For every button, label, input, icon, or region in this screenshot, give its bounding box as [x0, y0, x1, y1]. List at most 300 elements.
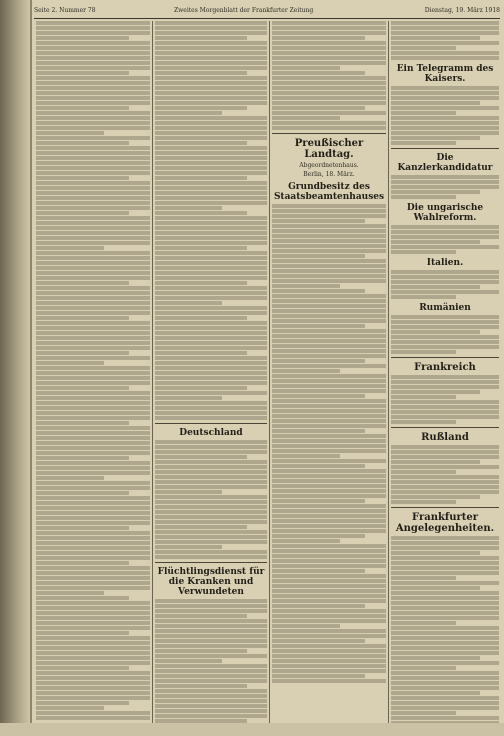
section-heading-frankreich: Frankreich: [414, 362, 476, 373]
text-line: [272, 26, 386, 30]
text-line: [272, 429, 365, 433]
text-line: [36, 236, 150, 240]
section-heading-landtag: Preußischer Landtag.: [294, 138, 364, 160]
text-line: [155, 26, 267, 30]
text-line: [391, 185, 499, 189]
text-line: [272, 76, 386, 80]
text-line: [155, 276, 267, 280]
text-line: [155, 261, 267, 265]
text-line: [391, 395, 456, 399]
text-line: [272, 569, 365, 573]
text-line: [272, 629, 386, 633]
text-line: [36, 611, 150, 615]
text-line: [391, 340, 499, 344]
text-line: [272, 21, 386, 25]
text-line: [155, 336, 267, 340]
text-line: [36, 446, 150, 450]
text-line: [36, 701, 129, 705]
text-line: [391, 415, 499, 419]
text-line: [36, 171, 150, 175]
text-line: [155, 66, 267, 70]
section-heading-deutschland: Deutschland: [179, 428, 243, 438]
text-line: [391, 500, 456, 504]
text-line: [391, 566, 499, 570]
text-line: [155, 126, 267, 130]
text-line: [36, 106, 129, 110]
text-line: [391, 460, 480, 464]
text-line: [36, 716, 150, 720]
text-line: [36, 626, 150, 630]
text-line: [155, 251, 267, 255]
text-line: [155, 356, 267, 360]
text-line: [36, 321, 150, 325]
text-line: [36, 261, 150, 265]
text-line: [272, 274, 386, 278]
text-line: [155, 525, 247, 529]
column-1: [36, 21, 150, 723]
section-rule: [155, 562, 267, 563]
text-line: [272, 404, 386, 408]
text-line: [155, 649, 247, 653]
text-line: [155, 411, 267, 415]
binding-edge: [30, 0, 32, 736]
text-line: [391, 190, 480, 194]
text-line: [272, 434, 386, 438]
text-line: [155, 271, 267, 275]
text-line: [155, 156, 267, 160]
text-line: [155, 361, 267, 365]
text-line: [272, 61, 386, 65]
header-rule: [34, 18, 500, 19]
text-line: [391, 41, 499, 45]
text-line: [272, 289, 365, 293]
text-line: [391, 106, 499, 110]
text-line: [155, 131, 267, 135]
text-line: [391, 290, 499, 294]
text-line: [36, 376, 150, 380]
text-line: [391, 245, 499, 249]
text-line: [155, 216, 267, 220]
text-line: [272, 399, 386, 403]
text-line: [155, 455, 247, 459]
text-line: [36, 386, 129, 390]
text-line: [36, 711, 150, 715]
text-line: [391, 121, 499, 125]
text-line: [36, 621, 150, 625]
text-line: [36, 131, 104, 135]
text-line: [272, 449, 386, 453]
text-line: [36, 301, 150, 305]
text-line: [272, 524, 386, 528]
text-line: [391, 691, 480, 695]
text-line: [391, 676, 499, 680]
text-line: [391, 586, 480, 590]
text-line: [36, 511, 150, 515]
column-4: [391, 21, 499, 723]
text-line: [36, 656, 150, 660]
text-line: [155, 639, 267, 643]
text-line: [36, 496, 150, 500]
text-line: [272, 329, 386, 333]
text-line: [36, 116, 150, 120]
text-line: [272, 264, 386, 268]
text-line: [36, 471, 150, 475]
text-line: [36, 66, 150, 70]
text-line: [272, 599, 386, 603]
text-line: [36, 431, 150, 435]
text-line: [155, 480, 267, 484]
text-line: [36, 546, 150, 550]
text-line: [36, 166, 150, 170]
text-line: [272, 319, 386, 323]
text-line: [391, 285, 480, 289]
text-line: [272, 56, 386, 60]
text-line: [272, 46, 386, 50]
text-line: [272, 459, 386, 463]
text-line: [391, 111, 456, 115]
text-line: [36, 531, 150, 535]
text-line: [272, 514, 386, 518]
text-line: [155, 450, 267, 454]
text-line: [391, 636, 499, 640]
text-line: [155, 371, 267, 375]
text-line: [391, 536, 499, 540]
text-line: [36, 661, 150, 665]
text-line: [36, 606, 150, 610]
text-line: [155, 440, 267, 444]
text-line: [391, 576, 456, 580]
text-line: [36, 351, 129, 355]
text-line: [36, 211, 129, 215]
text-line: [272, 219, 365, 223]
text-line: [272, 239, 386, 243]
text-line: [36, 81, 150, 85]
text-line: [155, 341, 267, 345]
text-line: [155, 475, 267, 479]
text-line: [155, 211, 247, 215]
text-line: [155, 674, 267, 678]
text-line: [391, 485, 499, 489]
text-line: [155, 146, 267, 150]
text-line: [36, 101, 150, 105]
text-line: [272, 394, 365, 398]
text-line: [36, 586, 150, 590]
text-line: [36, 226, 150, 230]
text-line: [391, 551, 480, 555]
text-line: [272, 424, 386, 428]
text-line: [36, 691, 150, 695]
text-line: [155, 689, 267, 693]
text-line: [272, 634, 386, 638]
text-line: [272, 624, 340, 628]
text-line: [36, 251, 150, 255]
text-line: [155, 256, 267, 260]
section-rule: [391, 148, 499, 149]
text-line: [155, 286, 267, 290]
text-line: [272, 349, 386, 353]
text-line: [155, 699, 267, 703]
text-line: [391, 465, 499, 469]
text-line: [36, 581, 150, 585]
text-line: [391, 375, 499, 379]
section-subheading: Abgeordnetenhaus.: [299, 162, 359, 169]
section-rule: [155, 423, 267, 424]
text-line: [155, 71, 247, 75]
text-line: [36, 346, 150, 350]
text-line: [155, 36, 247, 40]
text-line: [155, 510, 267, 514]
text-line: [391, 561, 499, 565]
text-line: [155, 151, 267, 155]
text-line: [272, 654, 386, 658]
text-line: [272, 111, 386, 115]
text-line: [36, 651, 150, 655]
text-line: [36, 596, 129, 600]
text-line: [391, 31, 499, 35]
text-line: [272, 254, 365, 258]
text-line: [391, 385, 499, 389]
text-line: [36, 76, 150, 80]
text-line: [272, 554, 386, 558]
text-line: [391, 390, 480, 394]
text-line: [272, 659, 386, 663]
text-line: [155, 465, 267, 469]
text-line: [36, 571, 150, 575]
text-line: [36, 256, 150, 260]
text-line: [36, 221, 150, 225]
text-line: [391, 681, 499, 685]
text-line: [272, 494, 386, 498]
text-line: [36, 111, 150, 115]
text-line: [391, 556, 499, 560]
text-line: [391, 335, 499, 339]
text-line: [391, 350, 456, 354]
text-line: [36, 216, 150, 220]
text-line: [155, 609, 267, 613]
text-line: [272, 259, 386, 263]
text-line: [272, 344, 386, 348]
text-line: [272, 284, 340, 288]
text-line: [272, 649, 386, 653]
text-line: [155, 81, 267, 85]
text-line: [36, 706, 104, 710]
text-line: [36, 306, 150, 310]
text-line: [36, 451, 150, 455]
text-line: [155, 460, 267, 464]
text-line: [155, 186, 267, 190]
text-line: [272, 584, 386, 588]
text-line: [155, 500, 267, 504]
text-line: [272, 614, 386, 618]
text-line: [391, 91, 499, 95]
text-line: [155, 96, 267, 100]
text-line: [391, 711, 456, 715]
text-line: [391, 455, 499, 459]
text-line: [391, 420, 456, 424]
text-line: [36, 206, 150, 210]
text-line: [155, 401, 267, 405]
text-line: [36, 121, 150, 125]
text-line: [155, 236, 267, 240]
text-line: [36, 291, 150, 295]
text-line: [391, 46, 456, 50]
text-line: [36, 36, 129, 40]
text-line: [391, 606, 499, 610]
text-line: [272, 209, 386, 213]
text-line: [272, 204, 386, 208]
text-line: [391, 280, 499, 284]
text-line: [36, 686, 150, 690]
text-line: [391, 56, 499, 60]
text-line: [272, 364, 386, 368]
text-line: [272, 639, 365, 643]
text-line: [272, 504, 386, 508]
text-line: [155, 391, 267, 395]
text-line: [36, 71, 129, 75]
text-line: [155, 101, 267, 105]
text-line: [272, 454, 340, 458]
column-2: [155, 21, 267, 723]
section-heading-grundbesitz: Grundbesitz des Staatsbeamtenhauses: [273, 182, 385, 202]
text-line: [155, 515, 267, 519]
text-line: [36, 461, 150, 465]
text-line: [272, 294, 386, 298]
text-line: [155, 21, 267, 25]
text-line: [36, 486, 150, 490]
text-line: [36, 616, 150, 620]
text-line: [272, 214, 386, 218]
text-line: [155, 485, 267, 489]
text-line: [272, 334, 386, 338]
text-line: [36, 361, 104, 365]
section-heading-wahlreform: Die ungarische Wahlreform.: [406, 203, 484, 223]
text-line: [272, 539, 340, 543]
text-line: [155, 490, 222, 494]
text-line: [155, 106, 247, 110]
text-line: [36, 356, 150, 360]
text-line: [272, 234, 386, 238]
text-line: [155, 599, 267, 603]
text-line: [36, 26, 150, 30]
text-line: [155, 644, 267, 648]
text-line: [36, 441, 150, 445]
text-line: [272, 369, 340, 373]
header-page-number: Seite 2. Nummer 78: [34, 7, 96, 14]
text-line: [391, 641, 499, 645]
text-line: [36, 561, 129, 565]
text-line: [155, 535, 267, 539]
text-line: [36, 516, 150, 520]
text-line: [391, 250, 456, 254]
text-line: [155, 704, 267, 708]
text-line: [391, 470, 456, 474]
text-line: [391, 646, 499, 650]
text-line: [272, 564, 386, 568]
text-line: [36, 191, 150, 195]
text-line: [272, 489, 386, 493]
text-line: [391, 686, 499, 690]
text-line: [36, 476, 104, 480]
text-line: [272, 101, 386, 105]
text-line: [391, 86, 499, 90]
text-line: [36, 176, 129, 180]
text-line: [36, 231, 150, 235]
text-line: [391, 450, 499, 454]
text-line: [155, 31, 267, 35]
text-line: [391, 706, 499, 710]
text-line: [155, 321, 267, 325]
text-line: [391, 136, 480, 140]
text-line: [391, 495, 480, 499]
text-line: [391, 315, 499, 319]
text-line: [36, 456, 129, 460]
text-line: [155, 206, 222, 210]
text-line: [36, 86, 150, 90]
text-line: [155, 396, 222, 400]
text-line: [272, 469, 386, 473]
text-line: [272, 299, 386, 303]
text-line: [155, 664, 267, 668]
text-line: [155, 416, 267, 420]
text-line: [272, 86, 386, 90]
text-line: [272, 484, 386, 488]
text-line: [272, 384, 386, 388]
text-line: [155, 296, 267, 300]
text-line: [391, 240, 480, 244]
text-line: [155, 56, 267, 60]
text-line: [155, 291, 267, 295]
text-line: [272, 574, 386, 578]
text-line: [391, 380, 499, 384]
text-line: [155, 176, 247, 180]
text-line: [391, 601, 499, 605]
header-paper-title: Zweites Morgenblatt der Frankfurter Zeitung: [174, 7, 314, 14]
text-line: [272, 559, 386, 563]
section-rule: [391, 507, 499, 508]
text-line: [272, 674, 365, 678]
text-line: [36, 181, 150, 185]
text-line: [272, 66, 340, 70]
text-line: [36, 371, 150, 375]
text-line: [272, 644, 386, 648]
text-line: [272, 604, 365, 608]
text-line: [36, 241, 150, 245]
column-3: [272, 21, 386, 723]
text-line: [272, 126, 386, 130]
text-line: [36, 666, 129, 670]
text-line: [155, 166, 267, 170]
text-line: [391, 480, 499, 484]
text-line: [36, 151, 150, 155]
text-line: [272, 519, 386, 523]
text-line: [391, 195, 456, 199]
text-line: [155, 381, 267, 385]
text-line: [155, 634, 267, 638]
text-line: [272, 594, 386, 598]
text-line: [155, 306, 267, 310]
text-line: [36, 601, 150, 605]
text-line: [272, 269, 386, 273]
text-line: [36, 671, 150, 675]
text-line: [155, 555, 267, 559]
text-line: [391, 275, 499, 279]
text-line: [272, 339, 386, 343]
text-line: [36, 411, 150, 415]
text-line: [36, 296, 150, 300]
text-line: [155, 111, 222, 115]
text-line: [391, 626, 499, 630]
text-line: [391, 490, 499, 494]
